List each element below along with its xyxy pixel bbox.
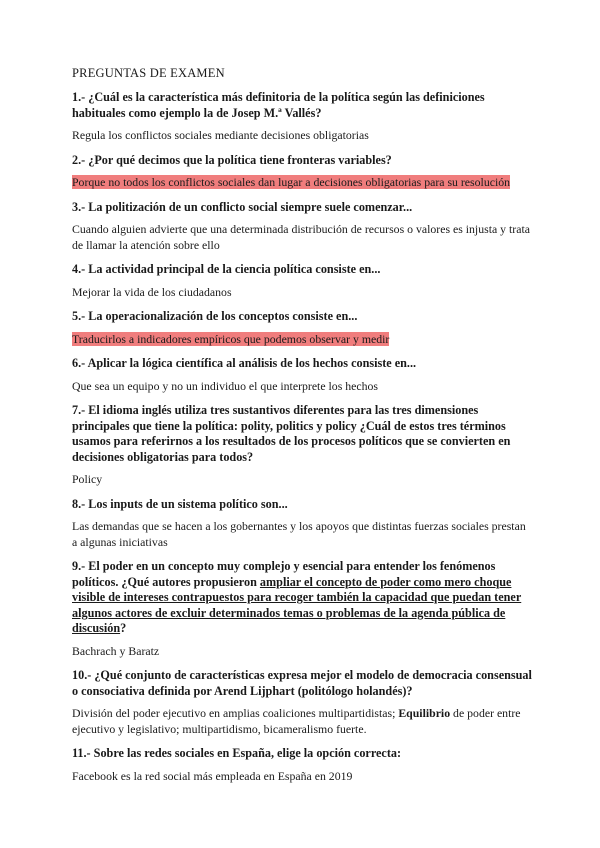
question-9 <box>72 559 532 637</box>
answer-3: Cuando alguien advierte que una determinada distribución de recursos o valores es injusta y trata de llamar la atención sobre ello <box>72 222 530 252</box>
answer-7: Policy <box>72 472 103 486</box>
answer-9: Bachrach y Baratz <box>72 643 160 658</box>
answer-11: Facebook es la red social más empleada en España en 2019 <box>72 768 353 783</box>
answer-8: Las demandas que se hacen a los gobernantes y los apoyos que distintas fuerzas sociales prestan a algunas iniciativas <box>72 519 526 549</box>
answer-10-bold: Equilibrio <box>398 706 451 720</box>
question-11: 11.- Sobre las redes sociales en España, elige la opción correcta: <box>72 746 402 760</box>
question-9-text: 9.- El poder en un concepto muy complejo y esencial para entender los fenómenos políticos. ¿Qué autores propusieron <box>72 559 496 589</box>
answer-10-text: División del poder ejecutivo en amplias coaliciones multipartidistas; <box>72 706 399 720</box>
question-2: 2.- ¿Por qué decimos que la política tiene fronteras variables? <box>72 152 392 167</box>
answer-10 <box>72 706 532 737</box>
answer-2 <box>72 175 532 191</box>
question-4: 4.- La actividad principal de la ciencia política consiste en... <box>72 262 381 276</box>
exam-page <box>72 66 532 793</box>
answer-4: Mejorar la vida de los ciudadanos <box>72 284 232 299</box>
answer-10-end: de poder entre ejecutivo y legislativo; multipartidismo, bicameralismo fuerte. <box>72 706 521 736</box>
page-title: PREGUNTAS DE EXAMEN <box>72 66 225 80</box>
question-9-end: ? <box>120 621 127 635</box>
question-1: 1.- ¿Cuál es la característica más definitoria de la política según las definiciones habituales como ejemplo la de Josep M.ª Vallés? <box>72 90 485 120</box>
question-10: 10.- ¿Qué conjunto de características expresa mejor el modelo de democracia consensual o consociativa definida por Arend Lijphart (politólogo holandés)? <box>72 668 532 698</box>
question-9-underlined: ampliar el concepto de poder como mero choque visible de intereses contrapuestos para recoger también la capacidad que puedan tener algunos actores de excluir determinados temas o problemas de la agenda pública de discusión <box>72 574 522 635</box>
question-7: 7.- El idioma inglés utiliza tres sustantivos diferentes para las tres dimensiones principales que tiene la política: polity, politics y policy ¿Cuál de estos tres términos usamos para referirnos a los resultados de los procesos políticos que se convierten en decisiones obligatorias para todos? <box>72 403 511 464</box>
question-5: 5.- La operacionalización de los conceptos consiste en... <box>72 309 358 323</box>
answer-5 <box>72 332 532 348</box>
answer-2-highlight: Porque no todos los conflictos sociales dan lugar a decisiones obligatorias para su resolución <box>72 175 511 189</box>
answer-1: Regula los conflictos sociales mediante decisiones obligatorias <box>72 128 369 142</box>
question-3: 3.- La politización de un conflicto social siempre suele comenzar... <box>72 199 413 214</box>
question-8: 8.- Los inputs de un sistema político son... <box>72 496 288 511</box>
answer-5-highlight: Traducirlos a indicadores empíricos que podemos observar y medir <box>72 331 390 346</box>
question-6: 6.- Aplicar la lógica científica al análisis de los hechos consiste en... <box>72 356 417 370</box>
answer-6: Que sea un equipo y no un individuo el que interprete los hechos <box>72 378 378 393</box>
